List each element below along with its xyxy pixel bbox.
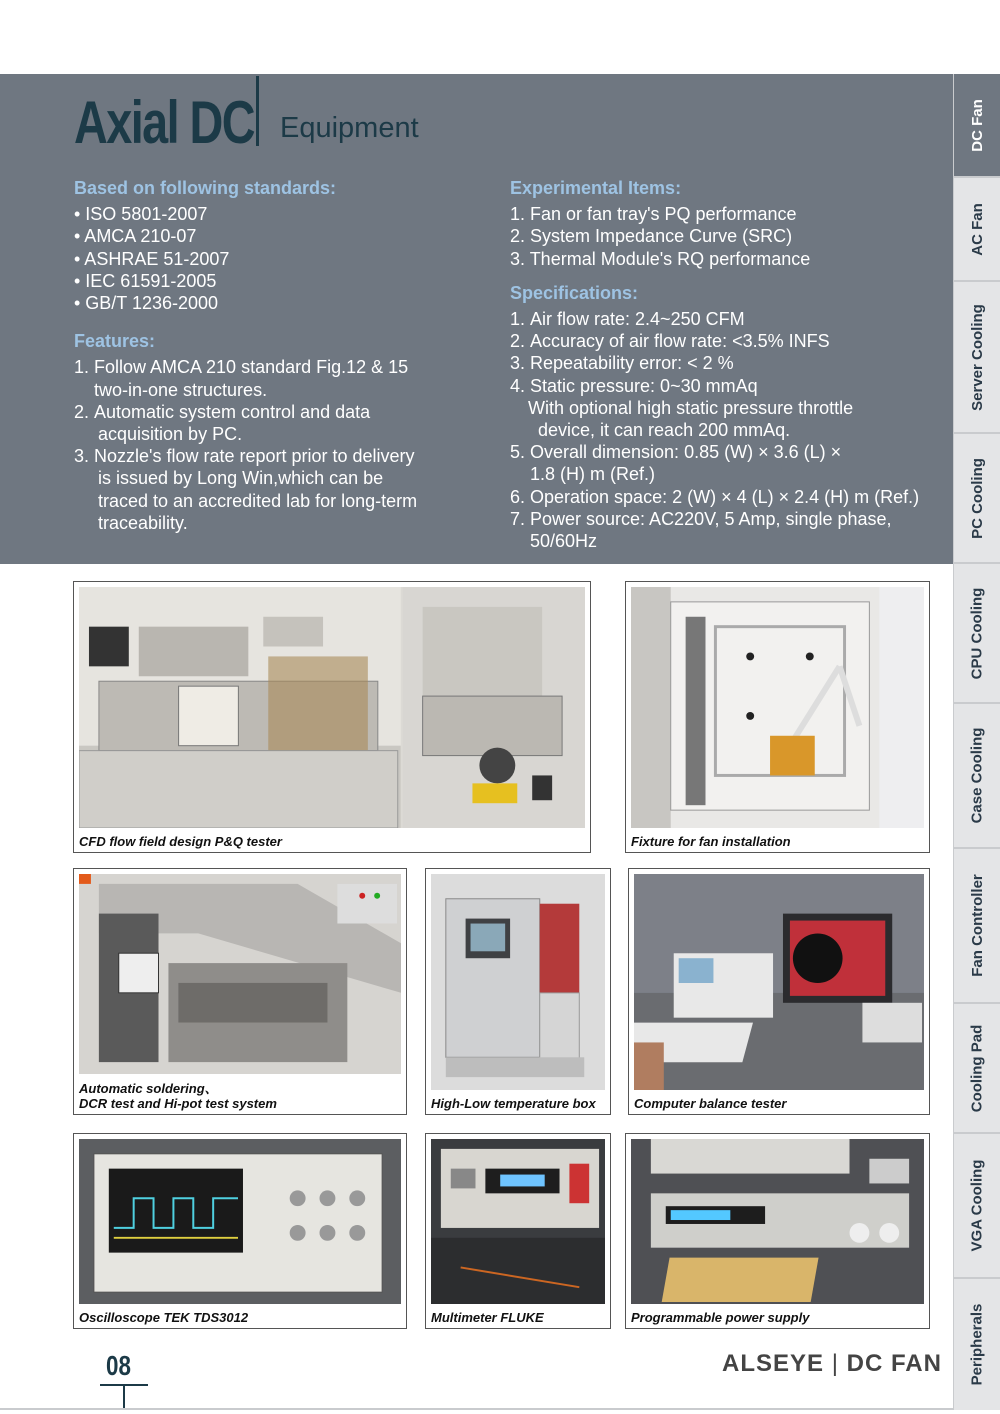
brand-name: ALSEYE xyxy=(722,1350,825,1377)
tab-label: DC Fan xyxy=(968,98,986,152)
tab-cooling-pad[interactable] xyxy=(954,1004,1000,1134)
standard-item: • AMCA 210-07 xyxy=(74,226,197,247)
spec-line: Operation space: 2 (W) × 4 (L) × 2.4 (H) m (Ref.) xyxy=(530,486,920,507)
page-number: 08 xyxy=(106,1350,131,1381)
spec-number: 3. xyxy=(510,353,526,374)
photo-oscilloscope xyxy=(73,1133,407,1329)
spec-number: 7. xyxy=(510,508,526,529)
feature-item xyxy=(74,356,484,400)
spec-item xyxy=(510,308,950,330)
feature-number: 2. xyxy=(74,401,90,422)
photo-caption: Fixture for fan installation xyxy=(631,834,791,849)
tab-label: Fan Controller xyxy=(968,874,986,977)
standard-item: • IEC 61591-2005 xyxy=(74,270,217,291)
tab-fan-controller[interactable] xyxy=(954,849,1000,1004)
spec-line: 1.8 (H) m (Ref.) xyxy=(530,464,656,485)
photo-caption: CFD flow field design P&Q tester xyxy=(79,834,282,849)
power-supply-image xyxy=(631,1139,924,1304)
fixture-image xyxy=(631,587,924,828)
feature-line: traceability. xyxy=(98,512,188,533)
feature-item xyxy=(74,401,484,445)
photo-temp-box xyxy=(425,868,611,1115)
photo-balance-tester xyxy=(628,868,930,1115)
photo-power-supply xyxy=(625,1133,930,1329)
photo-caption: High-Low temperature box xyxy=(431,1096,596,1111)
tab-label: VGA Cooling xyxy=(968,1159,986,1252)
features-heading: Features: xyxy=(74,331,156,352)
standard-item: • ASHRAE 51-2007 xyxy=(74,248,230,269)
page-subtitle: Equipment xyxy=(280,112,419,144)
multimeter-image xyxy=(431,1139,605,1304)
tab-label: AC Fan xyxy=(968,202,986,256)
experimental-item: 2. System Impedance Curve (SRC) xyxy=(510,226,793,247)
spec-line: Static pressure: 0~30 mmAq xyxy=(530,375,758,396)
balance-tester-image xyxy=(634,874,924,1090)
brand-product: DC FAN xyxy=(846,1350,942,1377)
tab-cpu-cooling[interactable] xyxy=(954,564,1000,704)
tab-label: Cooling Pad xyxy=(968,1024,986,1112)
feature-line: is issued by Long Win,which can be xyxy=(98,468,384,489)
feature-line: two-in-one structures. xyxy=(94,379,268,400)
experimental-item: 3. Thermal Module's RQ performance xyxy=(510,248,811,269)
standard-item: • ISO 5801-2007 xyxy=(74,204,208,225)
photo-caption xyxy=(79,1081,277,1111)
spec-line: Repeatability error: < 2 % xyxy=(530,353,734,374)
feature-line: acquisition by PC. xyxy=(98,424,243,445)
spec-number: 1. xyxy=(510,309,526,330)
page-number-stem xyxy=(123,1384,125,1408)
feature-number: 3. xyxy=(74,446,90,467)
feature-item xyxy=(74,445,484,534)
tab-label: Peripherals xyxy=(968,1303,986,1386)
experimental-heading: Experimental Items: xyxy=(510,178,682,198)
spec-line: device, it can reach 200 mmAq. xyxy=(538,420,791,441)
spec-line: Air flow rate: 2.4~250 CFM xyxy=(530,309,745,330)
tab-label: PC Cooling xyxy=(968,457,986,539)
spec-number: 5. xyxy=(510,442,526,463)
feature-line: Nozzle's flow rate report prior to delivery xyxy=(94,446,415,467)
tab-label: Case Cooling xyxy=(968,727,986,824)
photo-caption: Oscilloscope TEK TDS3012 xyxy=(79,1310,249,1325)
photo-caption: Programmable power supply xyxy=(631,1310,810,1325)
feature-number: 1. xyxy=(74,357,90,378)
spec-number: 6. xyxy=(510,486,526,507)
tab-peripherals[interactable] xyxy=(954,1279,1000,1410)
standards-heading: Based on following standards: xyxy=(74,178,337,198)
spec-item xyxy=(510,486,950,508)
caption-line: Automatic soldering、 xyxy=(79,1081,218,1096)
photo-cfd-tester xyxy=(73,581,591,853)
spec-number: 2. xyxy=(510,331,526,352)
photo-multimeter xyxy=(425,1133,611,1329)
photo-caption: Multimeter FLUKE xyxy=(431,1310,544,1325)
spec-line: Overall dimension: 0.85 (W) × 3.6 (L) × xyxy=(530,442,842,463)
photo-fixture xyxy=(625,581,930,853)
spec-line: With optional high static pressure throttle xyxy=(528,397,854,418)
tab-case-cooling[interactable] xyxy=(954,704,1000,849)
spec-line: Accuracy of air flow rate: <3.5% INFS xyxy=(530,331,830,352)
tab-pc-cooling[interactable] xyxy=(954,434,1000,564)
spec-line: 50/60Hz xyxy=(530,531,598,552)
spec-number: 4. xyxy=(510,375,526,396)
oscilloscope-image xyxy=(79,1139,401,1304)
brand-logo xyxy=(722,1350,942,1378)
tab-vga-cooling[interactable] xyxy=(954,1134,1000,1279)
spec-item xyxy=(510,508,950,552)
photo-caption: Computer balance tester xyxy=(634,1096,787,1111)
tab-server-cooling[interactable] xyxy=(954,282,1000,434)
spec-item xyxy=(510,330,950,352)
side-tab-bar xyxy=(953,74,1000,1410)
bottom-rule xyxy=(0,1408,953,1410)
feature-line: Automatic system control and data xyxy=(94,401,371,422)
tab-label: CPU Cooling xyxy=(968,587,986,679)
page-title: Axial DC xyxy=(74,89,254,156)
soldering-image xyxy=(79,874,401,1074)
left-column xyxy=(74,177,484,534)
experimental-item: 1. Fan or fan tray's PQ performance xyxy=(510,204,797,225)
title-divider xyxy=(256,76,259,146)
standard-item: • GB/T 1236-2000 xyxy=(74,293,219,314)
cfd-tester-image xyxy=(79,587,585,828)
caption-line: DCR test and Hi-pot test system xyxy=(79,1096,277,1111)
tab-dc-fan[interactable] xyxy=(954,74,1000,178)
tab-label: Server Cooling xyxy=(968,303,986,411)
spec-item xyxy=(510,352,950,374)
temp-box-image xyxy=(431,874,605,1090)
feature-line: Follow AMCA 210 standard Fig.12 & 15 xyxy=(94,357,409,378)
feature-line: traced to an accredited lab for long-term xyxy=(98,490,418,511)
photo-soldering xyxy=(73,868,407,1115)
spec-line: Power source: AC220V, 5 Amp, single phase, xyxy=(530,508,892,529)
tab-ac-fan[interactable] xyxy=(954,178,1000,282)
spec-item xyxy=(510,441,950,485)
specifications-heading: Specifications: xyxy=(510,282,639,303)
brand-separator: | xyxy=(831,1350,839,1377)
spec-item xyxy=(510,375,950,442)
right-column xyxy=(510,177,950,552)
